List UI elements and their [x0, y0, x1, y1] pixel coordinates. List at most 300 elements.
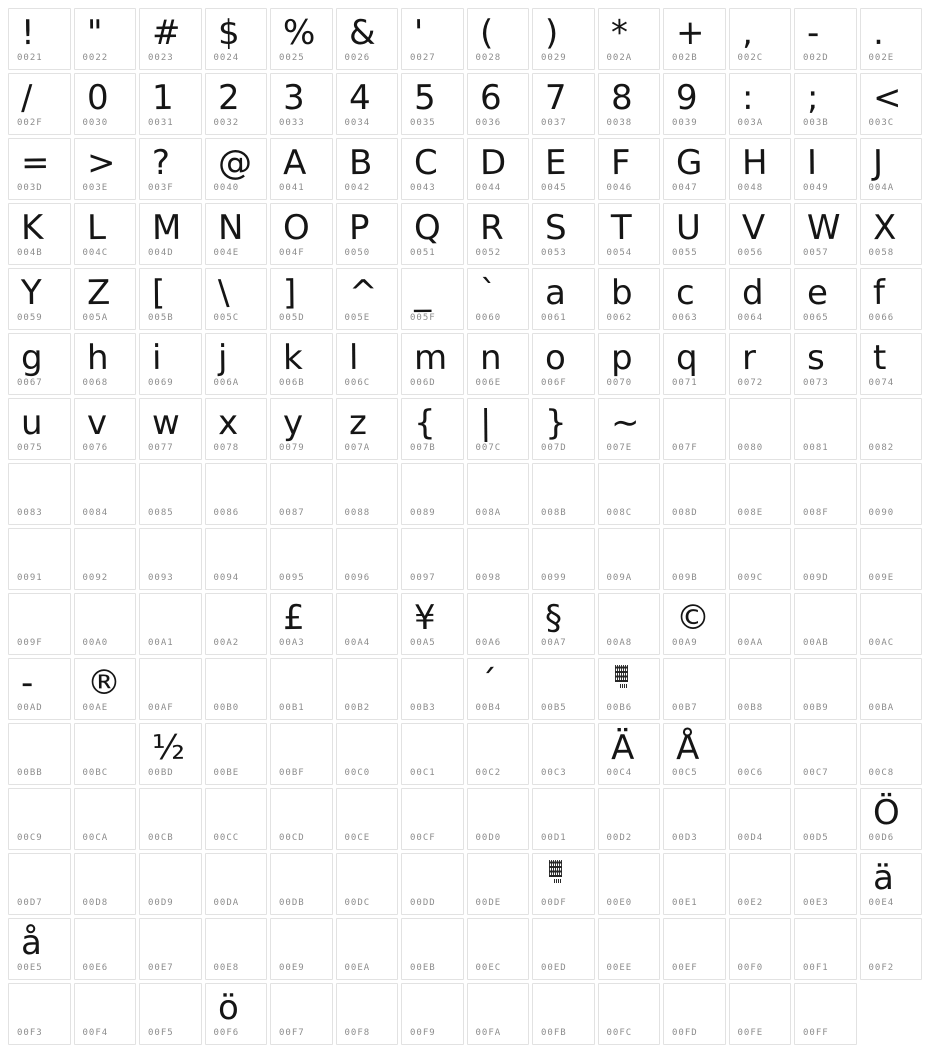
glyph: Å	[675, 727, 700, 769]
codepoint-label: 00F3	[17, 1028, 43, 1038]
codepoint-label: 0094	[213, 573, 240, 583]
codepoint-label: 0096	[344, 573, 371, 583]
glyph-cell	[336, 463, 399, 525]
glyph-cell	[401, 983, 464, 1045]
glyph-cell	[860, 268, 923, 330]
codepoint-label: 0034	[344, 118, 371, 128]
codepoint-label: 00B0	[213, 703, 240, 713]
glyph-cell	[663, 853, 726, 915]
codepoint-label: 00FD	[672, 1028, 698, 1038]
glyph-cell	[336, 138, 399, 200]
codepoint-label: 0062	[606, 313, 633, 323]
glyph: ´	[479, 662, 497, 704]
glyph: X	[872, 207, 897, 249]
glyph-cell	[139, 723, 202, 785]
codepoint-label: 005C	[213, 313, 240, 323]
glyph-cell	[270, 138, 333, 200]
glyph: :	[741, 77, 754, 119]
glyph: '	[413, 12, 424, 54]
glyph-cell	[467, 983, 530, 1045]
codepoint-label: 00E3	[803, 898, 829, 908]
glyph-cell	[532, 203, 595, 265]
glyph: (	[479, 12, 493, 54]
glyph: r	[741, 337, 756, 379]
glyph: ^	[348, 272, 378, 314]
codepoint-label: 00A7	[541, 638, 567, 648]
glyph: 5	[413, 77, 436, 119]
glyph: F	[610, 142, 631, 184]
codepoint-label: 002D	[803, 53, 829, 63]
glyph: T	[610, 207, 632, 249]
glyph-cell	[794, 398, 857, 460]
glyph-cell	[794, 723, 857, 785]
glyph-cell	[663, 73, 726, 135]
codepoint-label: 009D	[803, 573, 829, 583]
codepoint-label: 008E	[737, 508, 764, 518]
codepoint-label: 00E1	[672, 898, 698, 908]
glyph-cell	[663, 918, 726, 980]
codepoint-label: 0027	[410, 53, 436, 63]
codepoint-label: 00AA	[737, 638, 764, 648]
glyph-cell	[8, 73, 71, 135]
codepoint-label: 0081	[803, 443, 829, 453]
glyph-cell	[336, 268, 399, 330]
codepoint-label: 00FC	[606, 1028, 633, 1038]
glyph-cell	[663, 398, 726, 460]
glyph-cell	[139, 398, 202, 460]
glyph-cell	[467, 333, 530, 395]
codepoint-label: 00D0	[475, 833, 502, 843]
codepoint-label: 0055	[672, 248, 698, 258]
codepoint-label: 00B1	[279, 703, 305, 713]
glyph-cell	[401, 658, 464, 720]
codepoint-label: 00C1	[410, 768, 436, 778]
glyph: q	[675, 337, 698, 379]
glyph-cell	[729, 723, 792, 785]
glyph-cell	[270, 333, 333, 395]
codepoint-label: 00A6	[475, 638, 502, 648]
codepoint-label: 004A	[868, 183, 895, 193]
codepoint-label: 003D	[17, 183, 43, 193]
codepoint-label: 00FF	[803, 1028, 829, 1038]
codepoint-label: 0040	[213, 183, 240, 193]
glyph: &	[348, 12, 376, 54]
glyph: 8	[610, 77, 633, 119]
glyph-cell	[270, 398, 333, 460]
glyph-cell	[205, 918, 268, 980]
codepoint-label: 006F	[541, 378, 567, 388]
glyph-cell	[270, 463, 333, 525]
codepoint-label: 00EA	[344, 963, 371, 973]
codepoint-label: 005D	[279, 313, 305, 323]
glyph-cell	[467, 203, 530, 265]
glyph-cell	[401, 593, 464, 655]
codepoint-label: 00ED	[541, 963, 567, 973]
codepoint-label: 00C7	[803, 768, 829, 778]
glyph-cell	[532, 723, 595, 785]
glyph-cell	[729, 73, 792, 135]
codepoint-label: 0026	[344, 53, 371, 63]
codepoint-label: 007F	[672, 443, 698, 453]
glyph-cell	[139, 463, 202, 525]
codepoint-label: 005B	[148, 313, 174, 323]
glyph-cell	[401, 333, 464, 395]
glyph-cell	[467, 528, 530, 590]
glyph: Q	[413, 207, 441, 249]
codepoint-label: 0085	[148, 508, 174, 518]
glyph-cell	[205, 723, 268, 785]
codepoint-label: 0098	[475, 573, 502, 583]
codepoint-label: 00E0	[606, 898, 633, 908]
glyph: k	[282, 337, 303, 379]
glyph-cell	[860, 138, 923, 200]
glyph-cell	[8, 593, 71, 655]
codepoint-label: 006A	[213, 378, 240, 388]
glyph: H	[741, 142, 768, 184]
glyph: S	[544, 207, 567, 249]
codepoint-label: 00F8	[344, 1028, 371, 1038]
glyph: o	[544, 337, 567, 379]
glyph-cell	[794, 138, 857, 200]
codepoint-label: 00CE	[344, 833, 371, 843]
glyph-cell	[860, 853, 923, 915]
glyph: c	[675, 272, 695, 314]
codepoint-label: 00E2	[737, 898, 764, 908]
codepoint-label: 007C	[475, 443, 502, 453]
glyph-cell	[598, 333, 661, 395]
codepoint-label: 008D	[672, 508, 698, 518]
glyph-cell	[270, 918, 333, 980]
dense-text-glyph	[615, 665, 628, 682]
glyph-cell	[794, 203, 857, 265]
codepoint-label: 00C2	[475, 768, 502, 778]
glyph-cell	[532, 398, 595, 460]
codepoint-label: 00FA	[475, 1028, 502, 1038]
glyph-cell	[598, 658, 661, 720]
glyph-cell	[532, 138, 595, 200]
codepoint-label: 00CA	[82, 833, 109, 843]
glyph: d	[741, 272, 764, 314]
glyph-cell	[663, 8, 726, 70]
glyph-cell	[598, 528, 661, 590]
glyph-cell	[794, 918, 857, 980]
glyph-cell	[139, 983, 202, 1045]
glyph-cell	[8, 8, 71, 70]
glyph: 4	[348, 77, 371, 119]
codepoint-label: 00F7	[279, 1028, 305, 1038]
codepoint-label: 0078	[213, 443, 240, 453]
glyph-cell	[139, 203, 202, 265]
codepoint-label: 00EB	[410, 963, 436, 973]
codepoint-label: 0043	[410, 183, 436, 193]
codepoint-label: 007B	[410, 443, 436, 453]
glyph: *	[610, 12, 628, 54]
codepoint-label: 0029	[541, 53, 567, 63]
codepoint-label: 0042	[344, 183, 371, 193]
glyph: L	[86, 207, 106, 249]
codepoint-label: 00CB	[148, 833, 174, 843]
codepoint-label: 00BE	[213, 768, 240, 778]
codepoint-label: 003F	[148, 183, 174, 193]
codepoint-label: 0049	[803, 183, 829, 193]
glyph-cell	[205, 463, 268, 525]
codepoint-label: 0099	[541, 573, 567, 583]
glyph-cell	[729, 8, 792, 70]
glyph-cell	[729, 918, 792, 980]
glyph-cell	[467, 138, 530, 200]
codepoint-label: 008C	[606, 508, 633, 518]
glyph: ,	[741, 12, 753, 54]
codepoint-label: 00A9	[672, 638, 698, 648]
codepoint-label: 0025	[279, 53, 305, 63]
glyph: .	[872, 12, 884, 54]
codepoint-label: 002F	[17, 118, 43, 128]
glyph-cell	[598, 73, 661, 135]
glyph-cell	[860, 73, 923, 135]
glyph: ©	[675, 597, 711, 639]
codepoint-label: 0059	[17, 313, 43, 323]
codepoint-label: 0032	[213, 118, 240, 128]
glyph-cell	[270, 788, 333, 850]
codepoint-label: 00F5	[148, 1028, 174, 1038]
codepoint-label: 00A3	[279, 638, 305, 648]
glyph-cell	[401, 463, 464, 525]
glyph: 0	[86, 77, 109, 119]
codepoint-label: 002E	[868, 53, 895, 63]
glyph: <	[872, 77, 902, 119]
glyph-cell	[860, 463, 923, 525]
glyph-cell	[205, 73, 268, 135]
codepoint-label: 009C	[737, 573, 764, 583]
codepoint-label: 0077	[148, 443, 174, 453]
glyph-cell	[139, 528, 202, 590]
codepoint-label: 003A	[737, 118, 764, 128]
glyph-cell	[860, 203, 923, 265]
glyph: G	[675, 142, 703, 184]
glyph-cell	[663, 333, 726, 395]
glyph: 3	[282, 77, 305, 119]
codepoint-label: 00BC	[82, 768, 109, 778]
codepoint-label: 0050	[344, 248, 371, 258]
dense-text-glyph	[549, 860, 562, 877]
glyph-cell	[139, 658, 202, 720]
glyph-cell	[467, 463, 530, 525]
codepoint-label: 0063	[672, 313, 698, 323]
glyph: }	[544, 402, 567, 444]
glyph-cell	[532, 73, 595, 135]
glyph-cell	[729, 398, 792, 460]
glyph: N	[217, 207, 244, 249]
codepoint-label: 00EC	[475, 963, 502, 973]
codepoint-label: 00C6	[737, 768, 764, 778]
codepoint-label: 00D6	[868, 833, 895, 843]
codepoint-label: 0091	[17, 573, 43, 583]
glyph: ~	[610, 402, 640, 444]
codepoint-label: 00A0	[82, 638, 109, 648]
glyph-cell	[74, 528, 137, 590]
glyph-cell	[74, 463, 137, 525]
codepoint-label: 0086	[213, 508, 240, 518]
glyph-cell	[205, 788, 268, 850]
codepoint-label: 00A2	[213, 638, 240, 648]
glyph-cell	[336, 788, 399, 850]
glyph-cell	[532, 983, 595, 1045]
glyph-cell	[205, 658, 268, 720]
glyph-cell	[860, 528, 923, 590]
codepoint-label: 0065	[803, 313, 829, 323]
glyph-cell	[401, 788, 464, 850]
glyph-cell	[663, 138, 726, 200]
glyph-cell	[270, 853, 333, 915]
glyph: ®	[86, 662, 121, 704]
codepoint-label: 0046	[606, 183, 633, 193]
glyph-cell	[270, 73, 333, 135]
glyph-cell	[336, 658, 399, 720]
glyph: 1	[151, 77, 174, 119]
glyph-cell	[74, 203, 137, 265]
glyph-cell	[860, 593, 923, 655]
codepoint-label: 00D7	[17, 898, 43, 908]
glyph-cell	[74, 333, 137, 395]
glyph-cell	[139, 268, 202, 330]
glyph-cell	[860, 658, 923, 720]
codepoint-label: 00EE	[606, 963, 633, 973]
codepoint-label: 00A8	[606, 638, 633, 648]
codepoint-label: 00BF	[279, 768, 305, 778]
glyph: {	[413, 402, 436, 444]
glyph-cell	[205, 853, 268, 915]
codepoint-label: 0061	[541, 313, 567, 323]
glyph: I	[806, 142, 818, 184]
glyph-cell	[794, 983, 857, 1045]
glyph-cell	[532, 333, 595, 395]
glyph-cell	[74, 983, 137, 1045]
glyph-cell	[205, 203, 268, 265]
codepoint-label: 0052	[475, 248, 502, 258]
glyph-cell	[336, 593, 399, 655]
glyph-cell	[794, 463, 857, 525]
glyph-cell	[598, 788, 661, 850]
glyph-cell	[336, 398, 399, 460]
codepoint-label: 00E6	[82, 963, 109, 973]
glyph-cell	[532, 658, 595, 720]
codepoint-label: 00E8	[213, 963, 240, 973]
codepoint-label: 006B	[279, 378, 305, 388]
glyph: z	[348, 402, 367, 444]
glyph-cell	[729, 983, 792, 1045]
glyph: n	[479, 337, 502, 379]
glyph-cell	[794, 73, 857, 135]
codepoint-label: 0021	[17, 53, 43, 63]
glyph: t	[872, 337, 887, 379]
codepoint-label: 0069	[148, 378, 174, 388]
glyph-cell	[794, 788, 857, 850]
glyph-cell	[729, 203, 792, 265]
codepoint-label: 0076	[82, 443, 109, 453]
glyph-cell	[139, 853, 202, 915]
glyph-cell	[663, 463, 726, 525]
codepoint-label: 005A	[82, 313, 109, 323]
glyph-cell	[401, 8, 464, 70]
codepoint-label: 0068	[82, 378, 109, 388]
codepoint-label: 0054	[606, 248, 633, 258]
glyph-cell	[401, 918, 464, 980]
codepoint-label: 0083	[17, 508, 43, 518]
codepoint-label: 00B2	[344, 703, 371, 713]
codepoint-label: 0056	[737, 248, 764, 258]
codepoint-label: 0082	[868, 443, 895, 453]
codepoint-label: 004B	[17, 248, 43, 258]
glyph-cell	[598, 593, 661, 655]
codepoint-label: 00F4	[82, 1028, 109, 1038]
glyph-cell	[74, 73, 137, 135]
glyph-cell	[794, 528, 857, 590]
codepoint-label: 0095	[279, 573, 305, 583]
codepoint-label: 00A4	[344, 638, 371, 648]
codepoint-label: 005F	[410, 313, 436, 323]
glyph-cell	[598, 983, 661, 1045]
glyph-cell	[270, 593, 333, 655]
codepoint-label: 00F2	[868, 963, 895, 973]
codepoint-label: 0024	[213, 53, 240, 63]
glyph-cell	[74, 853, 137, 915]
glyph-cell	[139, 788, 202, 850]
glyph-cell	[336, 983, 399, 1045]
glyph-cell	[401, 853, 464, 915]
glyph-cell	[401, 73, 464, 135]
glyph-cell	[8, 788, 71, 850]
glyph-cell	[532, 268, 595, 330]
glyph-cell	[729, 463, 792, 525]
codepoint-label: 007E	[606, 443, 633, 453]
glyph-cell	[336, 528, 399, 590]
codepoint-label: 009F	[17, 638, 43, 648]
glyph: l	[348, 337, 359, 379]
codepoint-label: 00B8	[737, 703, 764, 713]
codepoint-label: 00B7	[672, 703, 698, 713]
codepoint-label: 00DD	[410, 898, 436, 908]
glyph: ;	[806, 77, 819, 119]
glyph-cell	[860, 398, 923, 460]
codepoint-label: 00CD	[279, 833, 305, 843]
glyph: A	[282, 142, 307, 184]
codepoint-label: 0066	[868, 313, 895, 323]
codepoint-label: 00AC	[868, 638, 895, 648]
glyph-cell	[532, 788, 595, 850]
codepoint-label: 0037	[541, 118, 567, 128]
codepoint-label: 0090	[868, 508, 895, 518]
codepoint-label: 0080	[737, 443, 764, 453]
codepoint-label: 00A5	[410, 638, 436, 648]
glyph: R	[479, 207, 504, 249]
glyph-cell	[139, 333, 202, 395]
codepoint-label: 0036	[475, 118, 502, 128]
codepoint-label: 0092	[82, 573, 109, 583]
glyph-cell	[729, 853, 792, 915]
codepoint-label: 00F0	[737, 963, 764, 973]
glyph-cell	[74, 138, 137, 200]
codepoint-label: 00DE	[475, 898, 502, 908]
glyph-cell	[467, 73, 530, 135]
glyph: _	[413, 272, 432, 314]
codepoint-label: 0023	[148, 53, 174, 63]
glyph: [	[151, 272, 166, 314]
codepoint-label: 0089	[410, 508, 436, 518]
glyph: §	[544, 597, 563, 639]
glyph: V	[741, 207, 765, 249]
glyph: B	[348, 142, 373, 184]
glyph-cell	[74, 658, 137, 720]
